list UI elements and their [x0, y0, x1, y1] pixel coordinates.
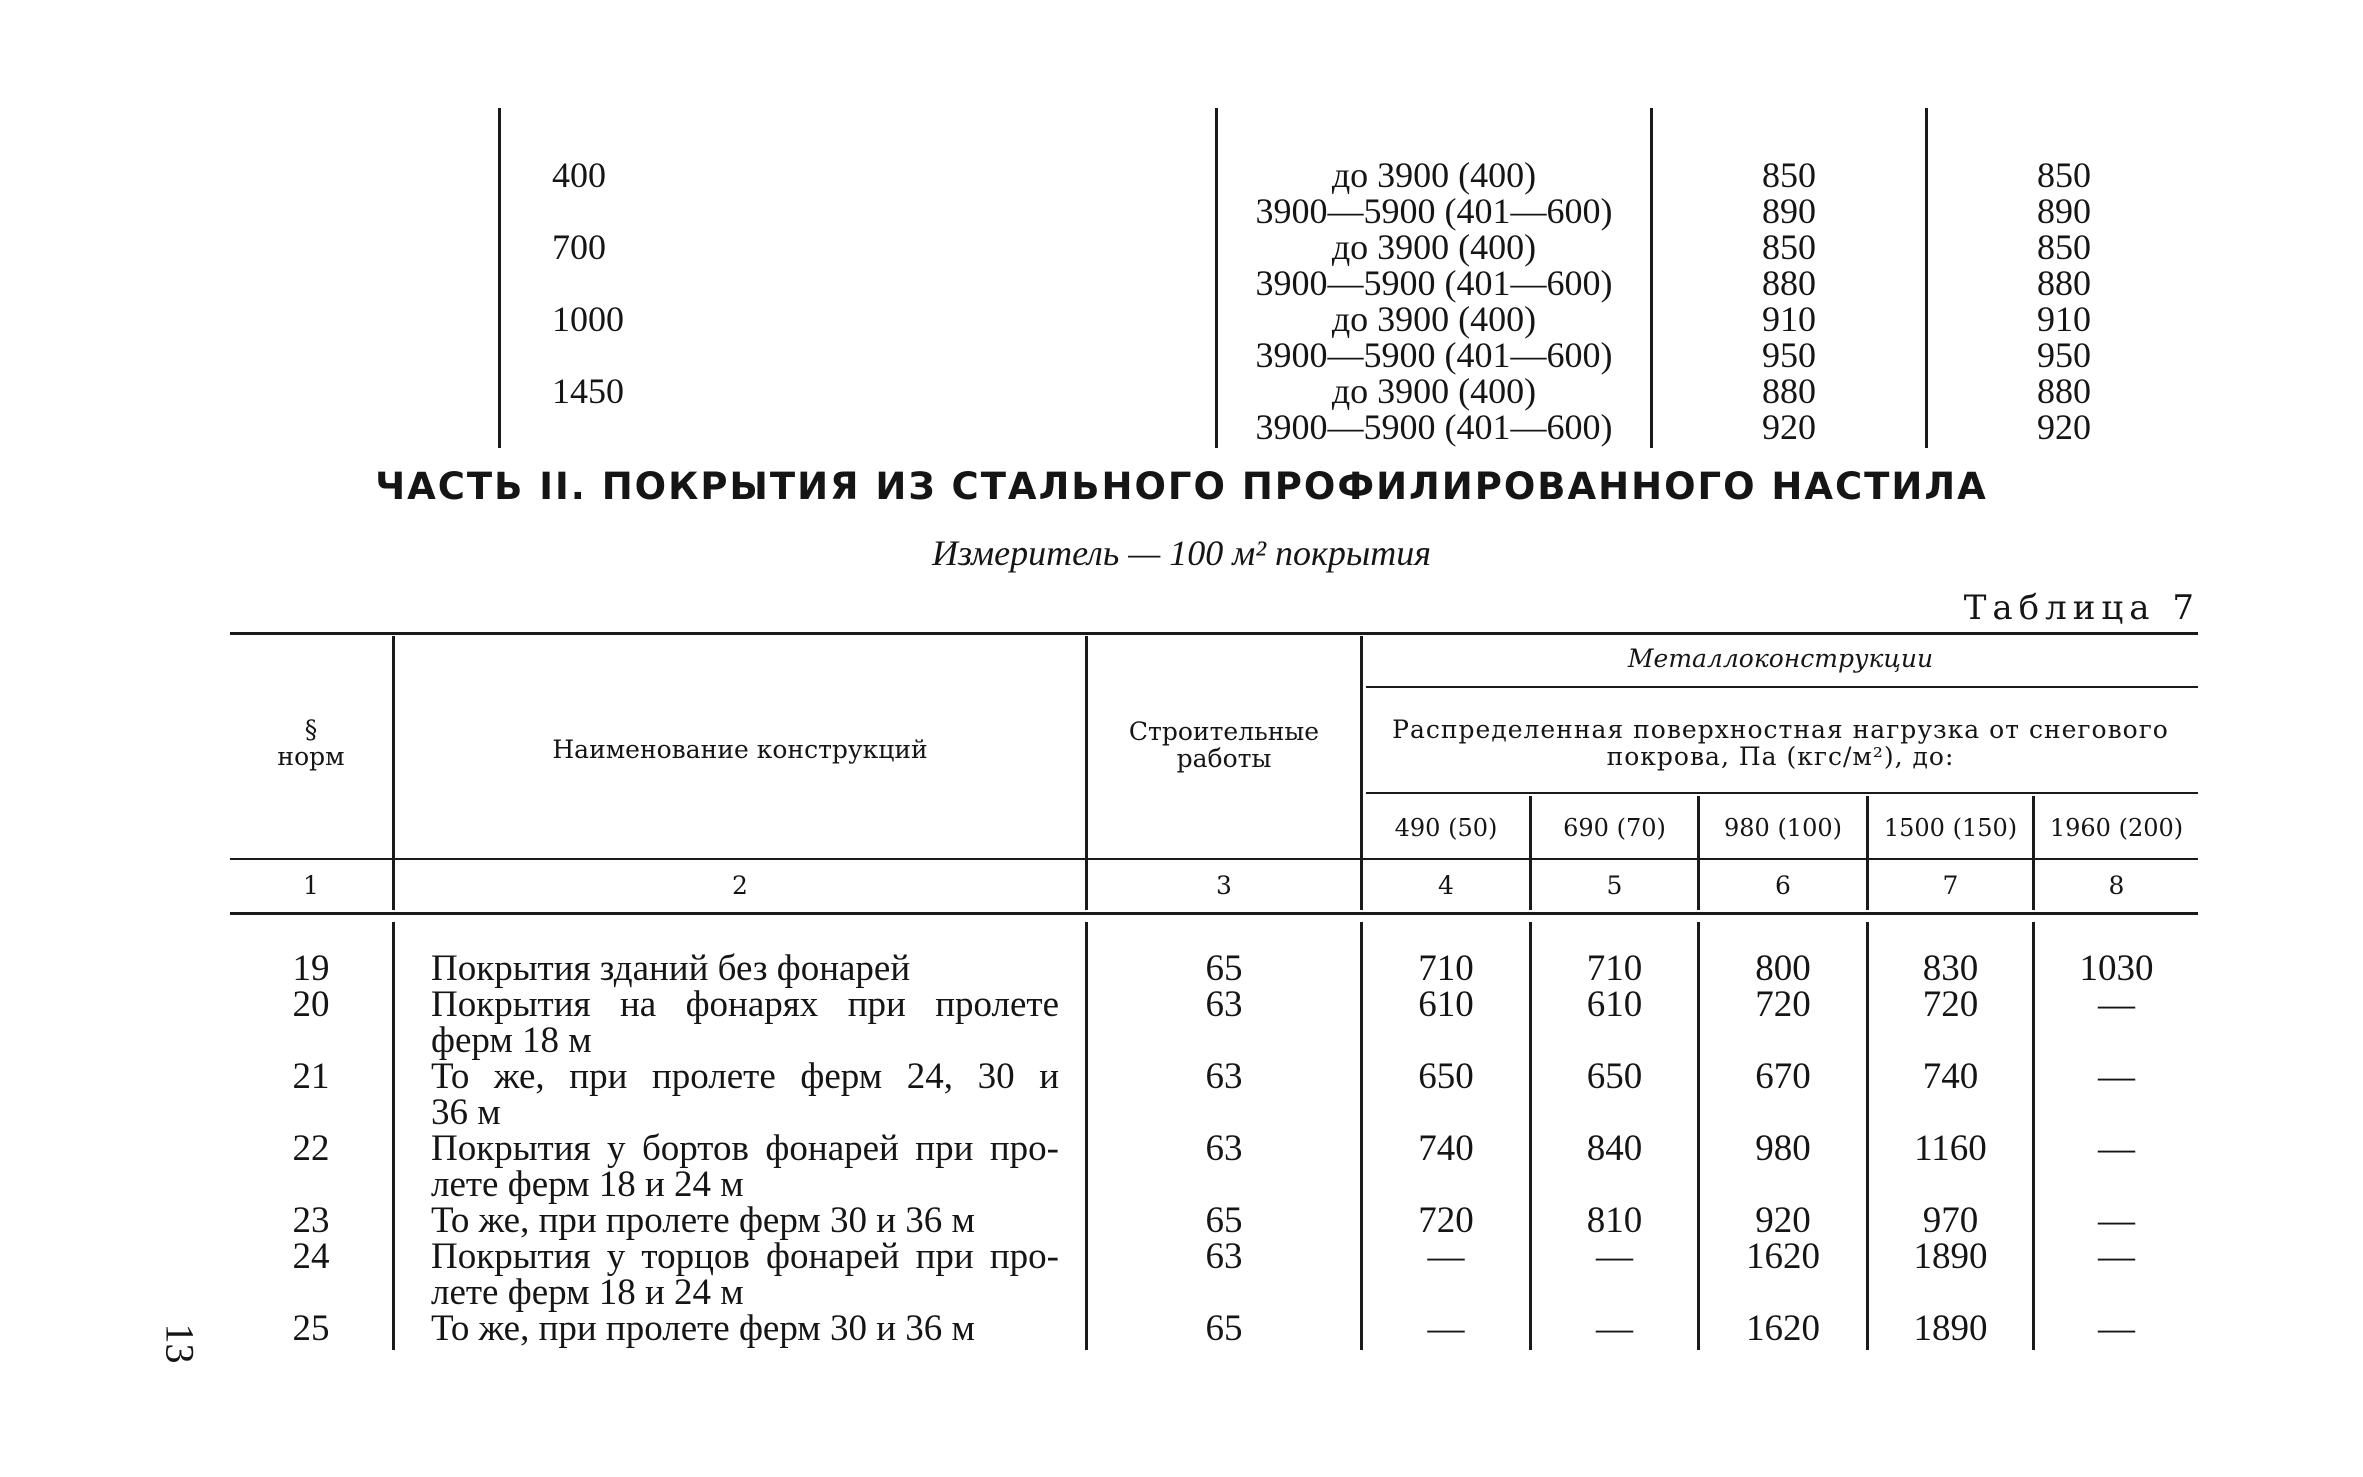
row-construction-name: То же, при пролете ферм 24, 30 и: [431, 1056, 1059, 1097]
cont-height-range: 3900—5900 (401—600): [1255, 191, 1613, 231]
cont-span-value: 400: [552, 155, 606, 195]
row-section-number: 24: [292, 1236, 330, 1277]
load-header: 490 (50): [1394, 814, 1498, 842]
column-number: 1: [303, 871, 319, 900]
cont-value: 890: [2037, 191, 2091, 231]
row-metal-value: 740: [1418, 1128, 1474, 1169]
row-construction-works: 63: [1205, 1128, 1243, 1169]
row-metal-value: 840: [1586, 1128, 1643, 1169]
cont-value: 890: [1762, 191, 1816, 231]
column-number: 6: [1775, 871, 1791, 900]
row-construction-name: То же, при пролете ферм 30 и 36 м: [431, 1200, 975, 1241]
row-metal-value: 720: [1418, 1200, 1474, 1241]
row-metal-value: 670: [1755, 1056, 1811, 1097]
cont-value: 850: [1762, 155, 1816, 195]
row-metal-value: 980: [1755, 1128, 1811, 1169]
page-number: 13: [157, 1323, 203, 1364]
cont-span-value: 1000: [552, 299, 624, 339]
row-metal-value: —: [2098, 1308, 2135, 1349]
row-metal-value: —: [1427, 1236, 1465, 1277]
cont-value: 880: [2037, 371, 2091, 411]
group-rule: [1366, 686, 2198, 688]
row-construction-name: Покрытия у торцов фонарей при про-: [431, 1236, 1059, 1277]
row-metal-value: —: [2098, 1200, 2135, 1241]
cont-height-range: до 3900 (400): [1331, 371, 1537, 411]
row-construction-name: ферм 18 м: [431, 1020, 592, 1061]
row-metal-value: —: [1596, 1308, 1633, 1349]
row-metal-value: 920: [1755, 1200, 1811, 1241]
col-divider: [1360, 636, 1363, 910]
row-metal-value: 1890: [1913, 1308, 1988, 1349]
table-label: Таблица 7: [1963, 588, 2200, 628]
row-construction-name: Покрытия у бортов фонарей при про-: [431, 1128, 1059, 1169]
row-section-number: 19: [292, 948, 330, 989]
row-metal-value: 710: [1418, 948, 1474, 989]
row-metal-value: 740: [1922, 1056, 1979, 1097]
part-heading: ЧАСТЬ II. ПОКРЫТИЯ ИЗ СТАЛЬНОГО ПРОФИЛИРОВАННОГО НАСТИЛА: [375, 465, 1988, 508]
load-header: 1500 (150): [1883, 814, 2018, 842]
cont-height-range: до 3900 (400): [1331, 227, 1537, 267]
row-metal-value: 1620: [1746, 1308, 1820, 1349]
row-section-number: 22: [292, 1128, 330, 1169]
cont-value: 850: [1762, 227, 1816, 267]
cont-value: 880: [1762, 371, 1816, 411]
cont-value: 920: [1762, 407, 1816, 447]
row-construction-works: 65: [1205, 1308, 1243, 1349]
row-section-number: 21: [292, 1056, 330, 1097]
row-metal-value: 830: [1922, 948, 1979, 989]
cont-value: 880: [1762, 263, 1816, 303]
row-metal-value: 1890: [1913, 1236, 1988, 1277]
cont-height-range: до 3900 (400): [1331, 155, 1537, 195]
row-metal-value: 650: [1418, 1056, 1474, 1097]
row-metal-value: 720: [1755, 984, 1811, 1025]
row-metal-value: 1620: [1746, 1236, 1820, 1277]
cont-value: 910: [2037, 299, 2091, 339]
load-header: 1960 (200): [2049, 814, 2184, 842]
col-divider: [498, 108, 501, 448]
col-divider: [392, 922, 395, 1350]
row-construction-works: 65: [1205, 1200, 1243, 1241]
row-construction-name: То же, при пролете ферм 30 и 36 м: [431, 1308, 975, 1349]
cont-value: 920: [2037, 407, 2091, 447]
load-header: 690 (70): [1563, 814, 1666, 842]
row-metal-value: 970: [1922, 1200, 1979, 1241]
cont-span-value: 700: [552, 227, 606, 267]
row-construction-works: 63: [1205, 1236, 1243, 1277]
row-metal-value: 710: [1586, 948, 1643, 989]
measure-line: Измеритель — 100 м² покрытия: [932, 533, 1431, 573]
cont-value: 910: [1762, 299, 1816, 339]
header-construction-works: Строительные работы: [1128, 717, 1320, 773]
row-metal-value: 1160: [1914, 1128, 1987, 1169]
column-number: 4: [1438, 871, 1454, 900]
row-construction-name: Покрытия на фонарях при пролете: [431, 984, 1059, 1025]
cont-height-range: 3900—5900 (401—600): [1255, 263, 1613, 303]
table-top-rule: [230, 632, 2198, 635]
row-metal-value: —: [2098, 1056, 2135, 1097]
cont-height-range: 3900—5900 (401—600): [1255, 407, 1613, 447]
row-section-number: 23: [292, 1200, 330, 1241]
row-metal-value: 810: [1586, 1200, 1643, 1241]
col-divider: [392, 636, 395, 910]
row-construction-works: 65: [1205, 948, 1243, 989]
row-construction-works: 63: [1205, 984, 1243, 1025]
row-construction-works: 63: [1205, 1056, 1243, 1097]
numbers-rule: [230, 912, 2198, 915]
header-construction-name: Наименование конструкций: [552, 735, 928, 764]
header-section-number: § норм: [277, 715, 345, 771]
row-construction-name: лете ферм 18 и 24 м: [431, 1272, 744, 1313]
row-construction-name: Покрытия зданий без фонарей: [431, 948, 911, 989]
header-metal-structures: Металлоконструкции: [1627, 644, 1934, 673]
cont-span-value: 1450: [552, 371, 624, 411]
col-divider: [1085, 636, 1088, 910]
row-section-number: 25: [292, 1308, 330, 1349]
cont-value: 950: [1762, 335, 1816, 375]
column-number: 8: [2108, 871, 2125, 900]
cont-value: 850: [2037, 155, 2091, 195]
column-number: 7: [1942, 871, 1959, 900]
row-metal-value: 610: [1418, 984, 1474, 1025]
row-metal-value: 800: [1755, 948, 1811, 989]
column-number: 2: [732, 871, 748, 900]
cont-value: 850: [2037, 227, 2091, 267]
header-rule: [230, 858, 2198, 860]
cont-height-range: до 3900 (400): [1331, 299, 1537, 339]
column-number: 5: [1606, 871, 1623, 900]
row-section-number: 20: [292, 984, 330, 1025]
row-construction-name: 36 м: [431, 1092, 501, 1133]
row-metal-value: 1030: [2079, 948, 2154, 989]
row-metal-value: —: [2098, 1128, 2135, 1169]
cont-value: 880: [2037, 263, 2091, 303]
load-header: 980 (100): [1724, 814, 1842, 842]
row-metal-value: 720: [1922, 984, 1979, 1025]
row-construction-name: лете ферм 18 и 24 м: [431, 1164, 744, 1205]
row-metal-value: 610: [1586, 984, 1643, 1025]
subgroup-rule: [1366, 792, 2198, 794]
column-number: 3: [1216, 871, 1232, 900]
header-snow-load: Распределенная поверхностная нагрузка от снегового покрова, Па (кгс/м²), до:: [1392, 715, 2169, 771]
cont-value: 950: [2037, 335, 2091, 375]
row-metal-value: —: [1427, 1308, 1465, 1349]
row-metal-value: —: [2098, 1236, 2135, 1277]
row-metal-value: —: [2098, 984, 2135, 1025]
row-metal-value: 650: [1586, 1056, 1643, 1097]
row-metal-value: —: [1596, 1236, 1633, 1277]
cont-height-range: 3900—5900 (401—600): [1255, 335, 1613, 375]
